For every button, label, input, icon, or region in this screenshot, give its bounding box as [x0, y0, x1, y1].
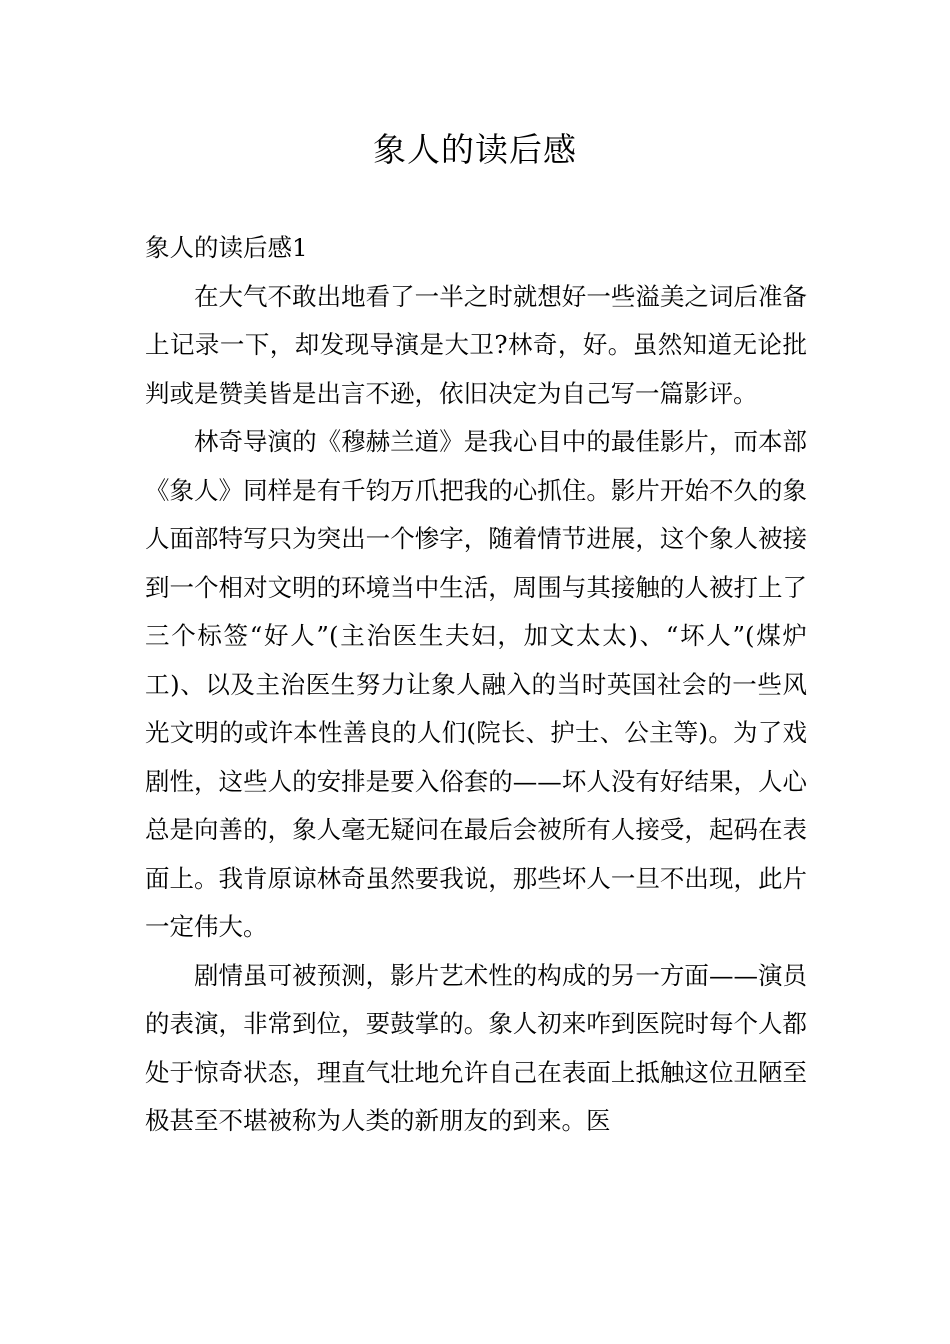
paragraph-3: 剧情虽可被预测，影片艺术性的构成的另一方面——演员的表演，非常到位，要鼓掌的。象人初来咋到医院时每个人都处于惊奇状态，理直气壮地允许自己在表面上抵触这位丑陋至极甚至不堪被称为人类的新朋友的到来。医	[145, 960, 807, 1135]
document-body	[145, 224, 807, 1146]
paragraph-1: 在大气不敢出地看了一半之时就想好一些溢美之词后准备上记录一下，却发现导演是大卫?林奇，好。虽然知道无论批判或是赞美皆是出言不逊，依旧决定为自己写一篇影评。	[145, 281, 807, 408]
section-title: 象人的读后感1	[145, 233, 308, 262]
paragraph-2: 林奇导演的《穆赫兰道》是我心目中的最佳影片，而本部《象人》同样是有千钧万爪把我的心抓住。影片开始不久的象人面部特写只为突出一个惨字，随着情节进展，这个象人被接到一个相对文明的环境当中生活，周围与其接触的人被打上了三个标签“好人”(主治医生夫妇，加文太太)、“坏人”(煤炉工)、以及主治医生努力让象人融入的当时英国社会的一些风光文明的或许本性善良的人们(院长、护士、公主等)。为了戏剧性，这些人的安排是要入俗套的——坏人没有好结果，人心总是向善的，象人毫无疑问在最后会被所有人接受，起码在表面上。我肯原谅林奇虽然要我说，那些坏人一旦不出现，此片一定伟大。	[145, 427, 807, 941]
document-title: 象人的读后感	[373, 130, 577, 169]
